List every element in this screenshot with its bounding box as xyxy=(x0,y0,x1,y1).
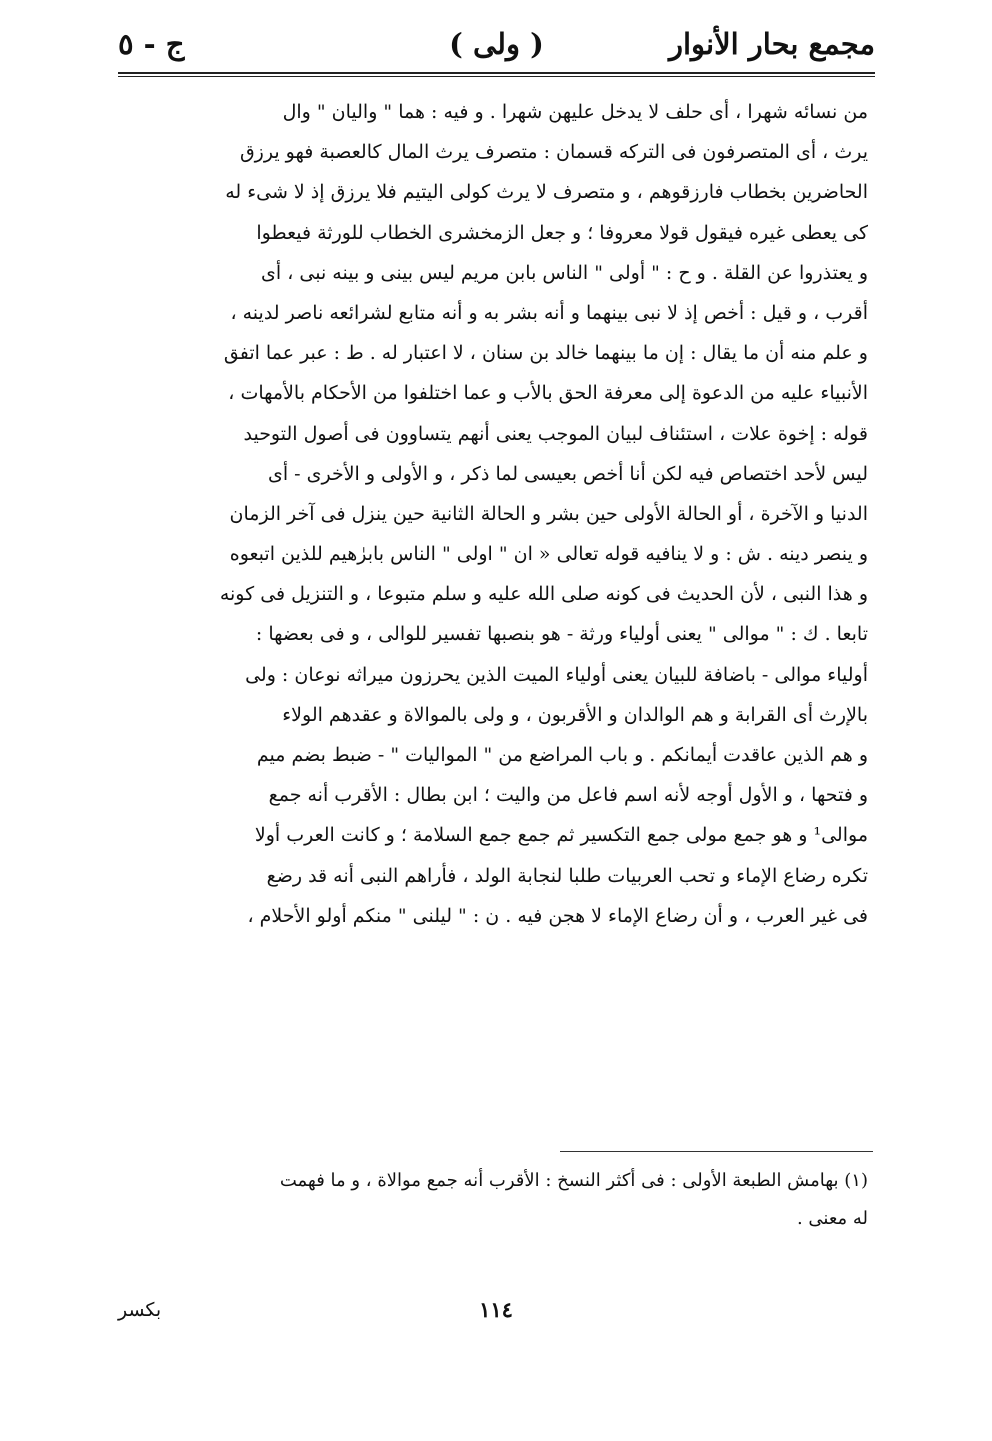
main-text xyxy=(128,92,868,936)
text-line: و علم منه أن ما يقال : إن ما بينهما خالد بن سنان ، لا اعتبار له . ط : عبر عما اتفق xyxy=(223,342,868,365)
text-line: و هم الذين عاقدت أيمانكم . و باب المراضع من " المواليات " - ضبط بضم ميم xyxy=(256,744,868,766)
footnote xyxy=(128,1162,868,1238)
text-line: و هذا النبى ، لأن الحديث فى كونه صلى الله عليه و سلم متبوعا ، و التنزيل فى كونه xyxy=(219,583,868,606)
text-line: تابعا . ك : " موالى " يعنى أولياء ورثة - هو بنصبها تفسير للوالى ، و فى بعضها : xyxy=(255,623,868,646)
footnote-line: له معنى . xyxy=(796,1208,868,1229)
text-line: أقرب ، و قيل : أخص إذ لا نبى بينهما و أنه بشر به و أنه متابع لشرائعه ناصر لدينه ، xyxy=(230,301,868,324)
header-rule-thin xyxy=(118,76,875,77)
text-line: الحاضرين بخطاب فارزقوهم ، و متصرف لا يرث كولى اليتيم فلا يرزق إذ لا شىء له xyxy=(225,181,868,204)
text-line: و ينصر دينه . ش : و لا ينافيه قوله تعالى « ان " اولى " الناس بابرٰهيم للذين اتبعوه xyxy=(229,543,868,566)
book-title: مجمع بحار الأنوار xyxy=(669,27,875,61)
text-line: الأنبياء عليه من الدعوة إلى معرفة الحق بالأب و عما اختلفوا من الأحكام بالأمهات ، xyxy=(228,382,868,405)
text-line: الدنيا و الآخرة ، أو الحالة الأولى حين بشر و الحالة الثانية حين ينزل فى آخر الزمان xyxy=(229,502,868,525)
text-line: من نسائه شهرا ، أى حلف لا يدخل عليهن شهرا . و فيه : هما " واليان " وال xyxy=(282,101,868,123)
footnote-line: (١) بهامش الطبعة الأولى : فى أكثر النسخ : الأقرب أنه جمع موالاة ، و ما فهمت xyxy=(279,1170,868,1191)
catchword: بكسر xyxy=(118,1299,162,1321)
text-line: و يعتذروا عن القلة . و ح : " أولى " الناس بابن مريم ليس بينى و بينه نبى ، أى xyxy=(261,261,868,284)
page-number: ١١٤ xyxy=(479,1297,513,1322)
entry-heading: ( ولى ) xyxy=(449,27,544,61)
text-line: فى غير العرب ، و أن رضاع الإماء لا هجن فيه . ن : " ليلنى " منكم أولو الأحلام ، xyxy=(247,904,868,927)
text-line: بالإرث أى القرابة و هم الوالدان و الأقربون ، و ولى بالموالاة و عقدهم الولاء xyxy=(282,703,868,726)
text-line: تكره رضاع الإماء و تحب العربيات طلبا لنجابة الولد ، فأراهم النبى أنه قد رضع xyxy=(266,864,868,887)
text-line: موالى¹ و هو جمع مولى جمع التكسير ثم جمع جمع السلامة ؛ و كانت العرب أولا xyxy=(254,824,868,847)
footnote-rule xyxy=(560,1151,873,1152)
text-line: قوله : إخوة علات ، استئناف لبيان الموجب يعنى أنهم يتساوون فى أصول التوحيد xyxy=(243,422,868,445)
text-line: يرث ، أى المتصرفون فى التركه قسمان : متصرف يرث المال كالعصبة فهو يرزق xyxy=(239,141,868,164)
volume-label: ج - ٥ xyxy=(118,27,185,61)
text-line: و فتحها ، و الأول أوجه لأنه اسم فاعل من واليت ؛ ابن بطال : الأقرب أنه جمع xyxy=(268,784,868,807)
header-rule xyxy=(118,72,875,74)
running-header xyxy=(118,22,875,72)
text-line: ليس لأحد اختصاص فيه لكن أنا أخص بعيسى لما ذكر ، و الأولى و الأخرى - أى xyxy=(267,462,868,485)
text-line: كى يعطى غيره فيقول قولا معروفا ؛ و جعل الزمخشرى الخطاب للورثة فيعطوا xyxy=(256,221,868,244)
text-line: أولياء موالى - باضافة للبيان يعنى أولياء الميت الذين يحرزون ميراثه نوعان : ولى xyxy=(245,663,868,686)
